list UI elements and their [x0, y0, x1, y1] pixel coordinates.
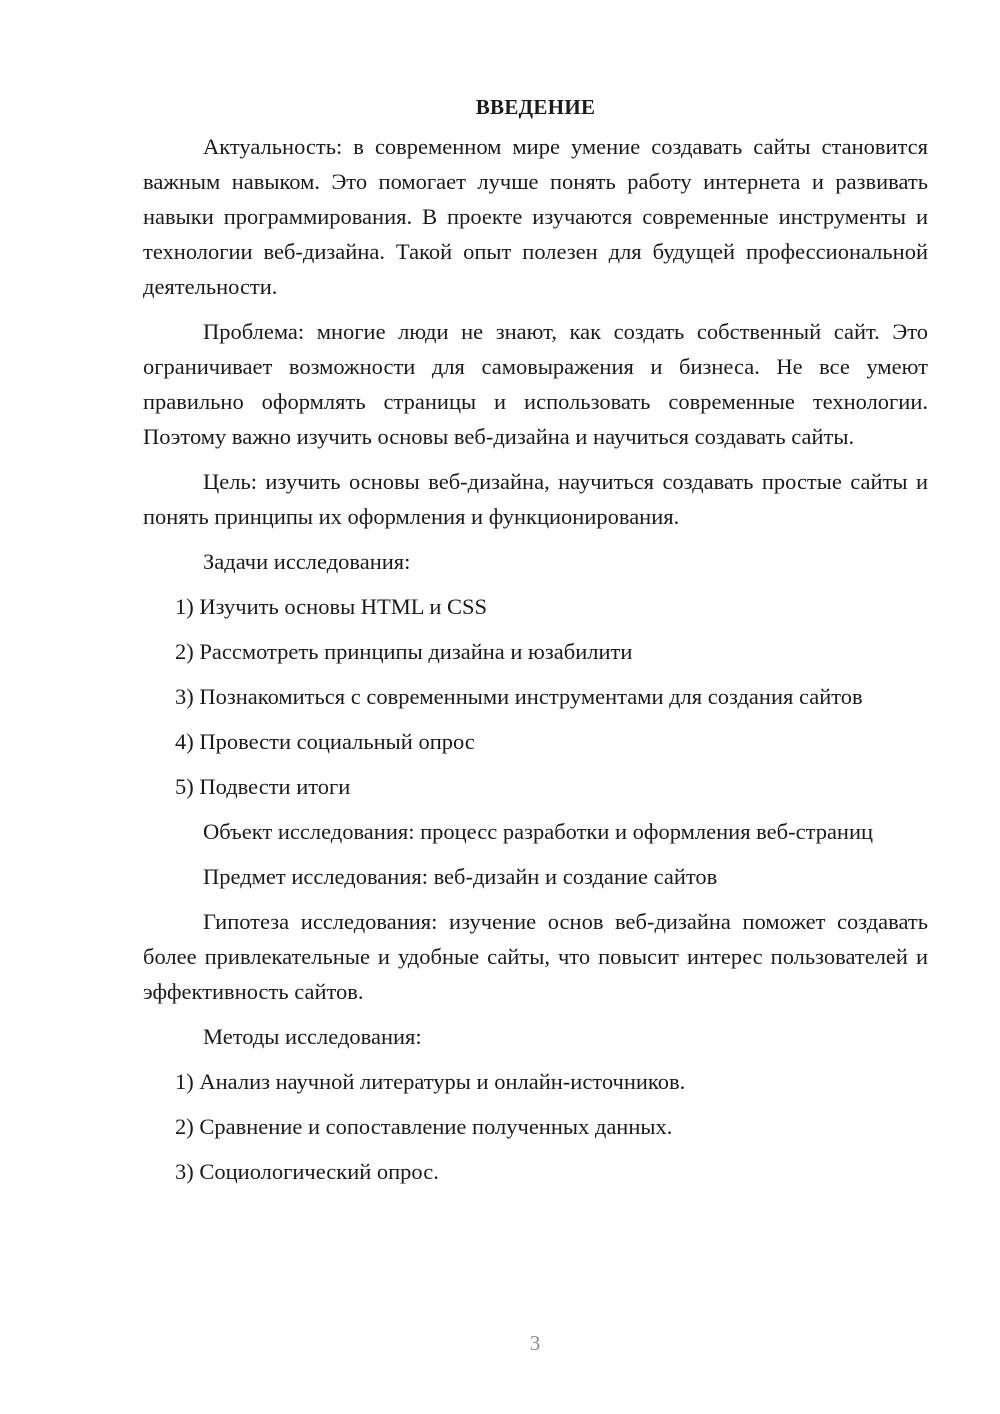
subject-paragraph: Предмет исследования: веб-дизайн и создание сайтов	[203, 864, 718, 889]
hypothesis-paragraph: Гипотеза исследования: изучение основ веб-дизайна поможет создавать более привлекательные и удобные сайты, что повысит интерес пользователей и эффективность сайтов.	[143, 909, 928, 1004]
task-item: 2) Рассмотреть принципы дизайна и юзабилити	[175, 639, 633, 664]
page-number: 3	[529, 1331, 541, 1355]
task-item: 5) Подвести итоги	[175, 774, 351, 799]
tasks-heading: Задачи исследования:	[203, 549, 411, 574]
method-item: 1) Анализ научной литературы и онлайн-источников.	[175, 1069, 686, 1094]
problem-paragraph: Проблема: многие люди не знают, как создать собственный сайт. Это ограничивает возможности для самовыражения и бизнеса. Не все умеют правильно оформлять страницы и использовать современные технологии. Поэтому важно изучить основы веб-дизайна и научиться создавать сайты.	[143, 319, 928, 449]
object-paragraph: Объект исследования: процесс разработки и оформления веб-страниц	[203, 819, 874, 844]
relevance-paragraph: Актуальность: в современном мире умение создавать сайты становится важным навыком. Это помогает лучше понять работу интернета и развивать навыки программирования. В проекте изучаются современные инструменты и технологии веб-дизайна. Такой опыт полезен для будущей профессиональной деятельности.	[143, 134, 928, 299]
task-item: 1) Изучить основы HTML и CSS	[175, 594, 488, 619]
goal-paragraph: Цель: изучить основы веб-дизайна, научиться создавать простые сайты и понять принципы их оформления и функционирования.	[143, 469, 928, 529]
page-title: ВВЕДЕНИЕ	[475, 95, 596, 119]
document-page	[143, 92, 928, 1199]
task-item: 3) Познакомиться с современными инструментами для создания сайтов	[175, 684, 863, 709]
methods-heading: Методы исследования:	[203, 1024, 422, 1049]
method-item: 3) Социологический опрос.	[175, 1159, 439, 1184]
method-item: 2) Сравнение и сопоставление полученных данных.	[175, 1114, 673, 1139]
task-item: 4) Провести социальный опрос	[175, 729, 475, 754]
